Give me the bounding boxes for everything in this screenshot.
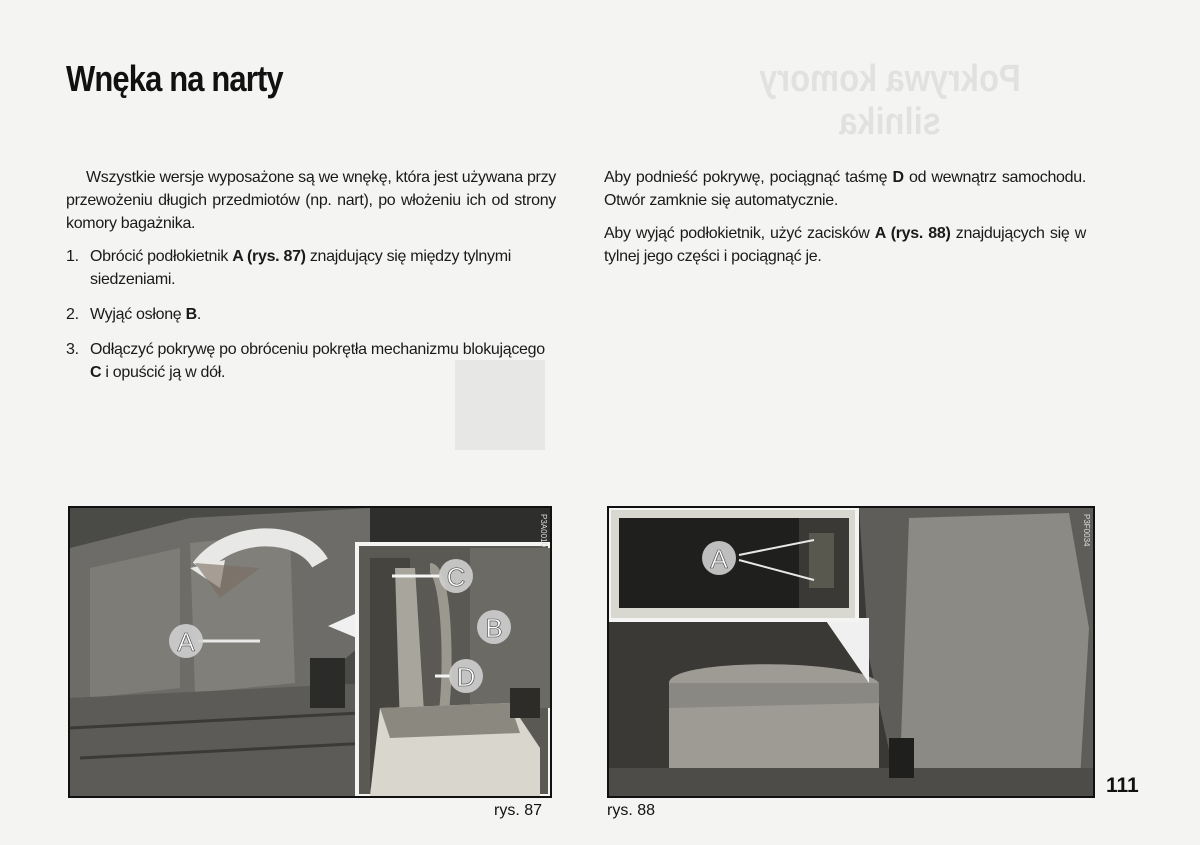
callout-label-a: A: [177, 627, 195, 657]
figure-87-photo: [68, 506, 552, 798]
callout-label-c: C: [446, 562, 466, 592]
page-title: Wnęka na narty: [66, 58, 283, 99]
step-text-before: Obrócić podłokietnik: [90, 248, 233, 265]
step-text-before: Wyjąć osłonę: [90, 306, 186, 323]
step-reference: C: [90, 364, 102, 381]
bleed-through-title: Pokrywa komory silnika: [759, 58, 1021, 143]
step-number: 2.: [66, 306, 79, 323]
step-reference: A (rys. 87): [232, 248, 306, 265]
figure-code: P3F0034: [1082, 514, 1091, 547]
paragraph-reference: A (rys. 88): [874, 225, 951, 242]
step-text-after: .: [196, 306, 201, 323]
figure-88-caption: rys. 88: [607, 802, 656, 819]
left-text-column: [66, 166, 556, 396]
figure-87-caption: rys. 87: [494, 802, 543, 819]
figure-code: P3A0010: [539, 514, 548, 547]
callout-label-b: B: [485, 613, 503, 643]
paragraph-text-after: od wewnątrz samochodu. Otwór zamknie się automatycznie.: [604, 169, 1086, 209]
step-3: [66, 338, 556, 384]
right-paragraph-2: [604, 222, 1086, 268]
step-text: [90, 303, 556, 326]
callout-label-d: D: [456, 662, 476, 692]
paragraph-text-before: Aby podnieść pokrywę, pociągnąć taśmę: [604, 169, 893, 186]
step-text-after: znajdujący się między tylnymi siedzeniami.: [90, 248, 512, 288]
callout-label-a: A: [710, 544, 728, 574]
step-number: 1.: [66, 248, 79, 265]
step-text-after: i opuścić ją w dół.: [101, 364, 226, 381]
armrest-illustration: [609, 508, 1093, 796]
right-text-column: [604, 166, 1086, 278]
right-paragraph-1: [604, 166, 1086, 212]
step-1: [66, 245, 556, 291]
rear-seat-illustration: [70, 508, 550, 796]
paragraph-text-before: Aby wyjąć podłokietnik, użyć zacisków: [604, 225, 875, 242]
step-2: [66, 303, 556, 326]
step-text-before: Odłączyć pokrywę po obróceniu pokrętła mechanizmu blokującego: [90, 341, 545, 358]
step-number: 3.: [66, 341, 79, 358]
intro-paragraph: Wszystkie wersje wyposażone są we wnękę, która jest używana przy przewożeniu długich przedmiotów (np. nart), po włożeniu ich od strony komory bagażnika.: [66, 169, 556, 232]
page-number: 111: [1106, 774, 1139, 797]
paragraph-reference: D: [892, 169, 904, 186]
step-text: [90, 245, 556, 291]
step-text: [90, 338, 556, 384]
step-reference: B: [185, 306, 197, 323]
paragraph-text-after: znajdujących się w tylnej jego części i pociągnąć je.: [604, 225, 1086, 265]
figure-88-photo: [607, 506, 1095, 798]
